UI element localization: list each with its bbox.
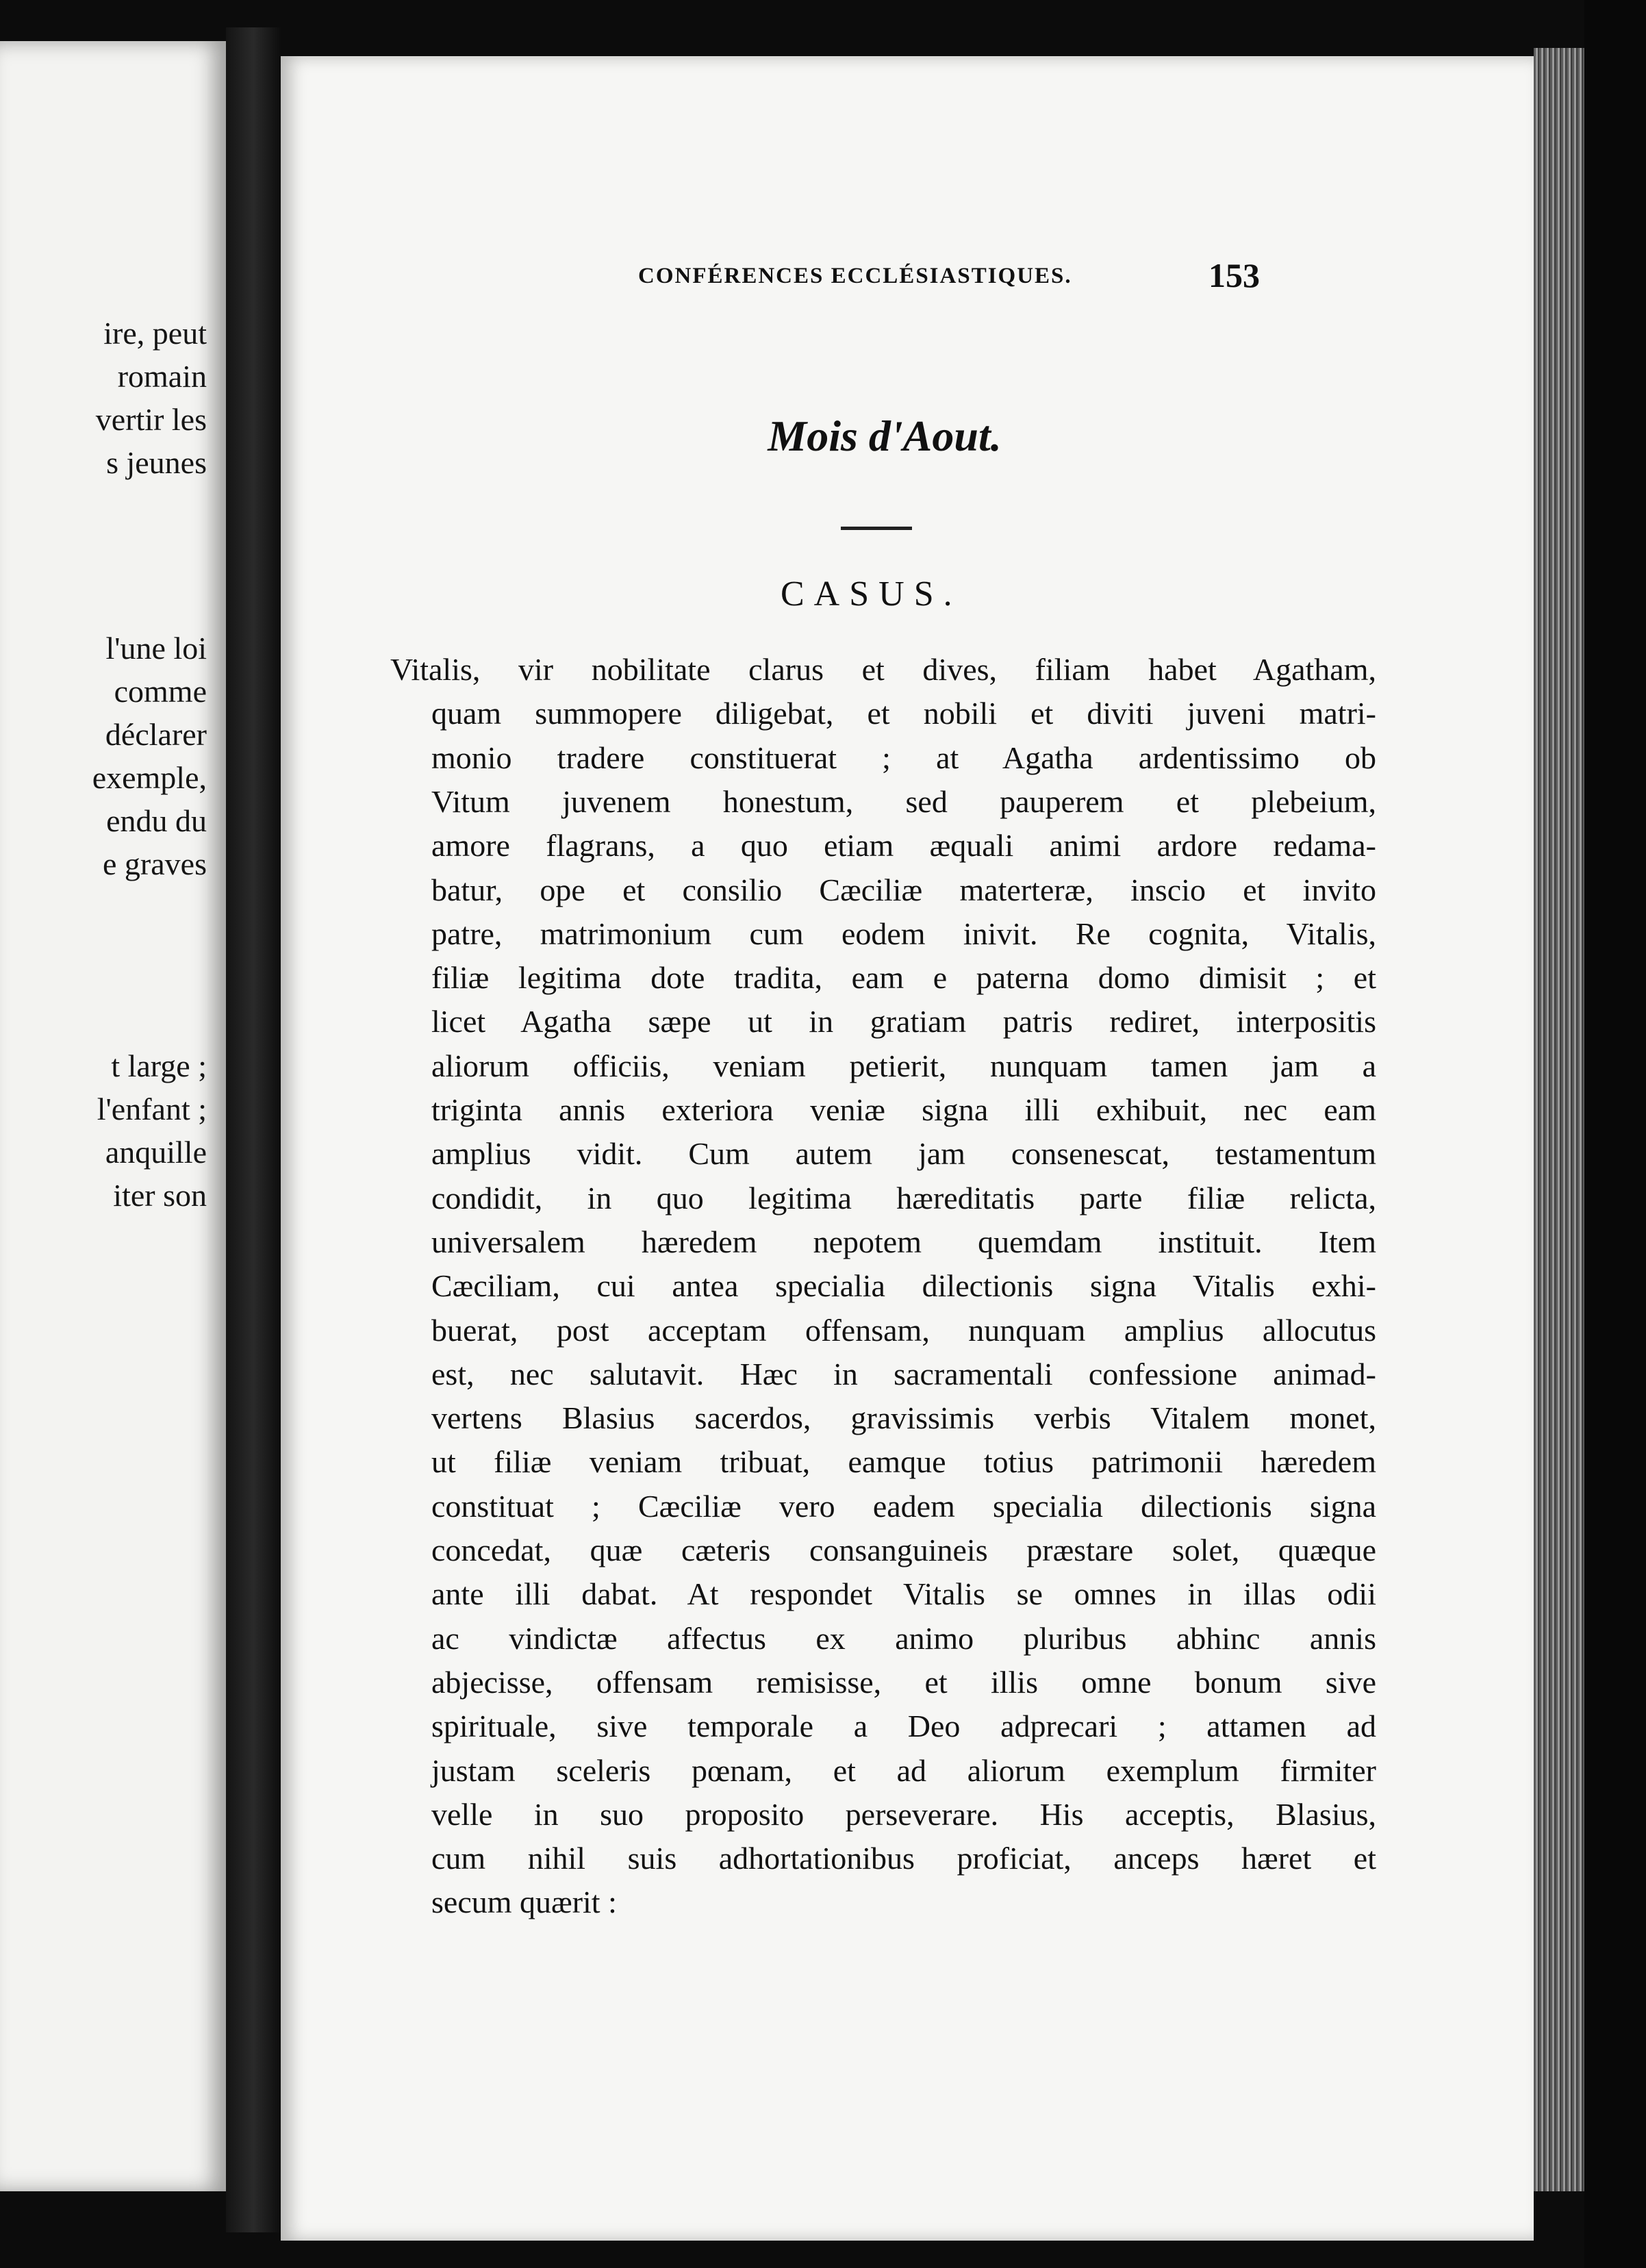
body-line: Cæciliam, cui antea specialia dilectionis signa Vitalis exhi- xyxy=(431,1268,1376,1304)
left-page-line: anquille xyxy=(105,1135,207,1170)
left-page-line: t large ; xyxy=(111,1048,207,1083)
left-page-line: e graves xyxy=(103,846,207,881)
left-page-line: iter son xyxy=(113,1178,207,1213)
body-line: licet Agatha sæpe ut in gratiam patris rediret, interpositis xyxy=(431,1004,1376,1040)
section-title: CASUS. xyxy=(781,575,962,614)
body-line: est, nec salutavit. Hæc in sacramentali confessione animad- xyxy=(431,1356,1376,1391)
body-line: Vitalis, vir nobilitate clarus et dives, filiam habet Agatham, xyxy=(390,652,1376,687)
left-page-line: romain xyxy=(117,359,207,394)
body-line: secum quærit : xyxy=(431,1885,617,1920)
body-line: velle in suo proposito perseverare. His acceptis, Blasius, xyxy=(431,1796,1376,1832)
body-line: monio tradere constituerat ; at Agatha ardentissimo ob xyxy=(431,740,1376,775)
body-line: amore flagrans, a quo etiam æquali animi ardore redama- xyxy=(431,828,1376,864)
page-number: 153 xyxy=(1208,256,1260,294)
body-line: quam summopere diligebat, et nobili et diviti juveni matri- xyxy=(431,696,1376,731)
body-line: Vitum juvenem honestum, sed pauperem et plebeium, xyxy=(431,783,1376,819)
body-line: constituat ; Cæciliæ vero eadem specialia dilectionis signa xyxy=(431,1488,1376,1524)
body-line: concedat, quæ cæteris consanguineis præstare solet, quæque xyxy=(431,1533,1376,1567)
body-line: ut filiæ veniam tribuat, eamque totius patrimonii hæredem xyxy=(431,1444,1376,1480)
body-line: vertens Blasius sacerdos, gravissimis verbis Vitalem monet, xyxy=(431,1400,1376,1436)
book-gutter xyxy=(226,27,281,2232)
month-heading xyxy=(0,411,1646,462)
body-line: filiæ legitima dote tradita, eam e paterna domo dimisit ; et xyxy=(431,960,1376,996)
body-line: patre, matrimonium cum eodem inivit. Re cognita, Vitalis, xyxy=(431,916,1376,951)
body-line: ante illi dabat. At respondet Vitalis se omnes in illas odii xyxy=(431,1576,1376,1612)
left-page-line: déclarer xyxy=(105,717,207,752)
left-page-line: ire, peut xyxy=(103,316,207,351)
body-line: ac vindictæ affectus ex animo pluribus abhinc annis xyxy=(431,1620,1376,1656)
month-heading-text: Mois d'Aout. xyxy=(768,412,1002,460)
left-page-line: vertir les xyxy=(95,402,207,437)
body-line: triginta annis exteriora veniæ signa illi exhibuit, nec eam xyxy=(431,1092,1376,1127)
body-line: abjecisse, offensam remisisse, et illis omne bonum sive xyxy=(431,1664,1376,1700)
left-facing-page xyxy=(0,41,226,2191)
body-line: batur, ope et consilio Cæciliæ materteræ, inscio et invito xyxy=(431,872,1376,907)
body-line: spirituale, sive temporale a Deo adprecari ; attamen ad xyxy=(431,1709,1376,1744)
body-line: justam sceleris pœnam, et ad aliorum exemplum firmiter xyxy=(431,1752,1376,1788)
body-line: buerat, post acceptam offensam, nunquam amplius allocutus xyxy=(431,1312,1376,1348)
left-page-line: l'une loi xyxy=(105,631,207,666)
body-line: condidit, in quo legitima hæreditatis parte filiæ relicta, xyxy=(431,1180,1376,1215)
left-page-line: l'enfant ; xyxy=(97,1092,207,1126)
body-line: universalem hæredem nepotem quemdam instituit. Item xyxy=(431,1224,1376,1259)
scan-border xyxy=(1584,0,1646,2268)
left-page-line: comme xyxy=(114,674,207,709)
body-line: aliorum officiis, veniam petierit, nunquam tamen jam a xyxy=(431,1048,1376,1083)
left-page-line: s jeunes xyxy=(106,445,207,480)
left-page-line: endu du xyxy=(106,803,207,838)
left-page-line: exemple, xyxy=(92,760,207,795)
running-title: CONFÉRENCES ECCLÉSIASTIQUES. xyxy=(638,264,1072,288)
heading-rule xyxy=(841,527,912,530)
page-edges xyxy=(1534,48,1584,2191)
body-line: amplius vidit. Cum autem jam consenescat, testamentum xyxy=(431,1136,1376,1172)
body-line: cum nihil suis adhortationibus proficiat, anceps hæret et xyxy=(431,1841,1376,1876)
